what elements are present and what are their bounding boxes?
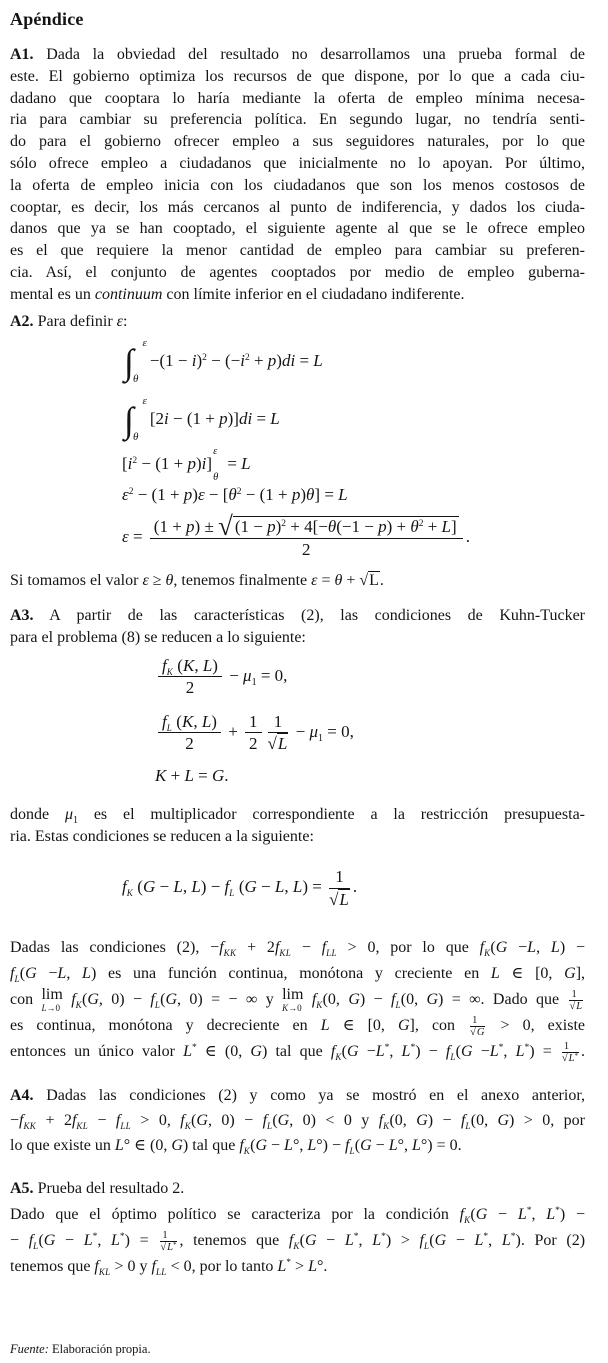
- text-line: − $f_L(G - L^*$, L*) = 1 √ L* , tenemos que $f_K(G - L^*$, $L^*) > f_L(G - L^*$, L*). Por (2): [10, 1228, 585, 1254]
- paragraph-a4: [10, 1083, 585, 1158]
- equation: $f_K$ (G − L, $L) - f_L$ (G − L, L) = 1 √ L .: [122, 861, 585, 913]
- text-line: Si tomamos el valor ε ≥ θ, tenemos finalmente ε = θ + √ L.: [10, 570, 585, 592]
- text-line: entonces un único valor L* ∈ (0, G) tal que $f_K(G -L^*$, $L^*) - f_L(G -L^*$, L*) = 1 √ L* .: [10, 1039, 585, 1065]
- text-line: A1. Dada la obviedad del resultado no desarrollamos una prueba formal de: [10, 46, 585, 63]
- paragraph-a3-closing: [10, 935, 585, 1065]
- equation-block-a3-reduced: [122, 861, 585, 913]
- text-line: dadano que cooptara lo haría mediante la oferta de empleo mínima necesa-: [10, 89, 585, 107]
- paragraph-a3-intro: [10, 605, 585, 649]
- paragraph-a2-intro: [10, 311, 585, 333]
- text-line: para el problema (8) se reducen a lo siguiente:: [10, 628, 306, 646]
- equation: $\frac{f_L (K, L)}{2}$ + $\frac{1}{2}$ 1 √ L − $\mu_1 = 0$,: [155, 701, 585, 763]
- source-note: [10, 1342, 585, 1357]
- text-line: cooptar, es decir, los más cercanos al punto de indiferencia, y dados los ciuda-: [10, 198, 585, 216]
- text-line: danos que ya se han cooptado, el siguiente agente al que se le ofrece empleo: [10, 220, 585, 238]
- page-title: Apéndice: [10, 9, 84, 29]
- paragraph-a3-middle: [10, 804, 585, 848]
- source-text: Elaboración propia.: [48, 1342, 151, 1357]
- equation: ∫ ε θ [2i − (1 + p)]di = L: [124, 395, 280, 444]
- source-label: Fuente:: [10, 1342, 49, 1357]
- text-line: cia. Así, el conjunto de agentes cooptados por medio de empleo guberna-: [10, 263, 585, 281]
- text-line: A2. Para definir ε:: [10, 312, 128, 330]
- text-line: es el que requiere la menor cantidad de empleo para cambiar su preferen-: [10, 242, 585, 260]
- text-line: la oferta de empleo inicia con los ciudadanos que son los menos costosos de: [10, 176, 585, 194]
- text-line: sólo ofrece empleo a ciudadanos que inicialmente no lo apoyan. Por último,: [10, 154, 585, 172]
- text-line: ria. Estas condiciones se reducen a la siguiente:: [10, 827, 314, 845]
- text-line: mental es un continuum con límite inferior en el ciudadano indiferente.: [10, 285, 465, 303]
- text-line: A3. A partir de las características (2), las condiciones de Kuhn-Tucker: [10, 607, 585, 625]
- equation-block-a3-kuhn-tucker: [155, 651, 585, 789]
- paragraph-a1: [10, 44, 585, 306]
- paragraph-a5: [10, 1176, 585, 1280]
- text-line: Dadas las condiciones (2), $-f_{KK} + 2f_{KL} - f_{LL} > 0$, por lo que $f_K(G -L$, L) −: [10, 939, 585, 959]
- equation: $\frac{f_K (K, L)}{2}$ − $\mu_1 = 0$,: [155, 651, 585, 701]
- equation: ε = $\frac{(1 + p) \pm √ (1 - p)^2 + 4[-\theta(-1 - p) + \theta^2 + L]}{2}$ .: [122, 510, 585, 564]
- text-line: es continua, monótona y decreciente en L ∈ [0, G], con 1 √ G > 0, existe: [10, 1013, 585, 1039]
- text-line: ria para cambiar su preferencia política. En segundo lugar, no tendría senti-: [10, 111, 585, 129]
- text-line: do para el gobierno ofrecer empleo a sus seguidores naturales, por lo que: [10, 133, 585, 151]
- text-line: este. El gobierno optimiza los recursos de que dispone, por lo que a cada ciu-: [10, 67, 585, 85]
- equation-block-a2: [122, 332, 585, 564]
- text-line: lo que existe un L° ∈ (0, G) tal que $f_K(G - L^\circ$, $L^\circ) - f_L(G - L^\circ$, L°) = 0.: [10, 1137, 462, 1157]
- equation: ∫ ε θ $-(1 - i)^2 - (-i^2 + p)di = L$: [124, 337, 323, 386]
- text-line: A4. Dadas las condiciones (2) y como ya se mostró en el anexo anterior,: [10, 1087, 585, 1105]
- text-line: con lim L→0 $f_K(G$, $0) - f_L(G$, 0) = − ∞ y lim K→0 $f_K(0$, $G) - f_L(0$, G) = ∞. Dado que 1 √ L: [10, 987, 585, 1013]
- text-line: $-f_{KK} + 2f_{KL} - f_{LL} > 0$, $f_K(G$, $0) - f_L(G$, 0) < 0 y $f_K(0$, $G) - f_L(0$, G) > 0, por: [10, 1112, 585, 1132]
- equation: $\varepsilon^2 - (1 + p)\varepsilon - [\theta^2 - (1 + p)\theta] = L$: [122, 485, 348, 505]
- text-line: donde $\mu_1$ es el multiplicador correspondiente a la restricción presupuesta-: [10, 805, 585, 826]
- paragraph-a2-closing: [10, 570, 585, 592]
- text-line: tenemos que $f_{KL} > 0$ y $f_{LL} < 0$, por lo tanto L* > L°.: [10, 1258, 328, 1278]
- text-line: A5. Prueba del resultado 2.: [10, 1180, 185, 1198]
- text-line: $f_L(G -L$, L) es una función continua, monótona y creciente en L ∈ [0, G],: [10, 965, 585, 985]
- equation: K + L = G.: [155, 765, 229, 785]
- text-line: Dado que el óptimo político se caracteriza por la condición $f_K(G - L^*$, L*) −: [10, 1206, 585, 1226]
- equation: $[i^2 - (1 + p)i]$ ε θ = L: [122, 446, 251, 483]
